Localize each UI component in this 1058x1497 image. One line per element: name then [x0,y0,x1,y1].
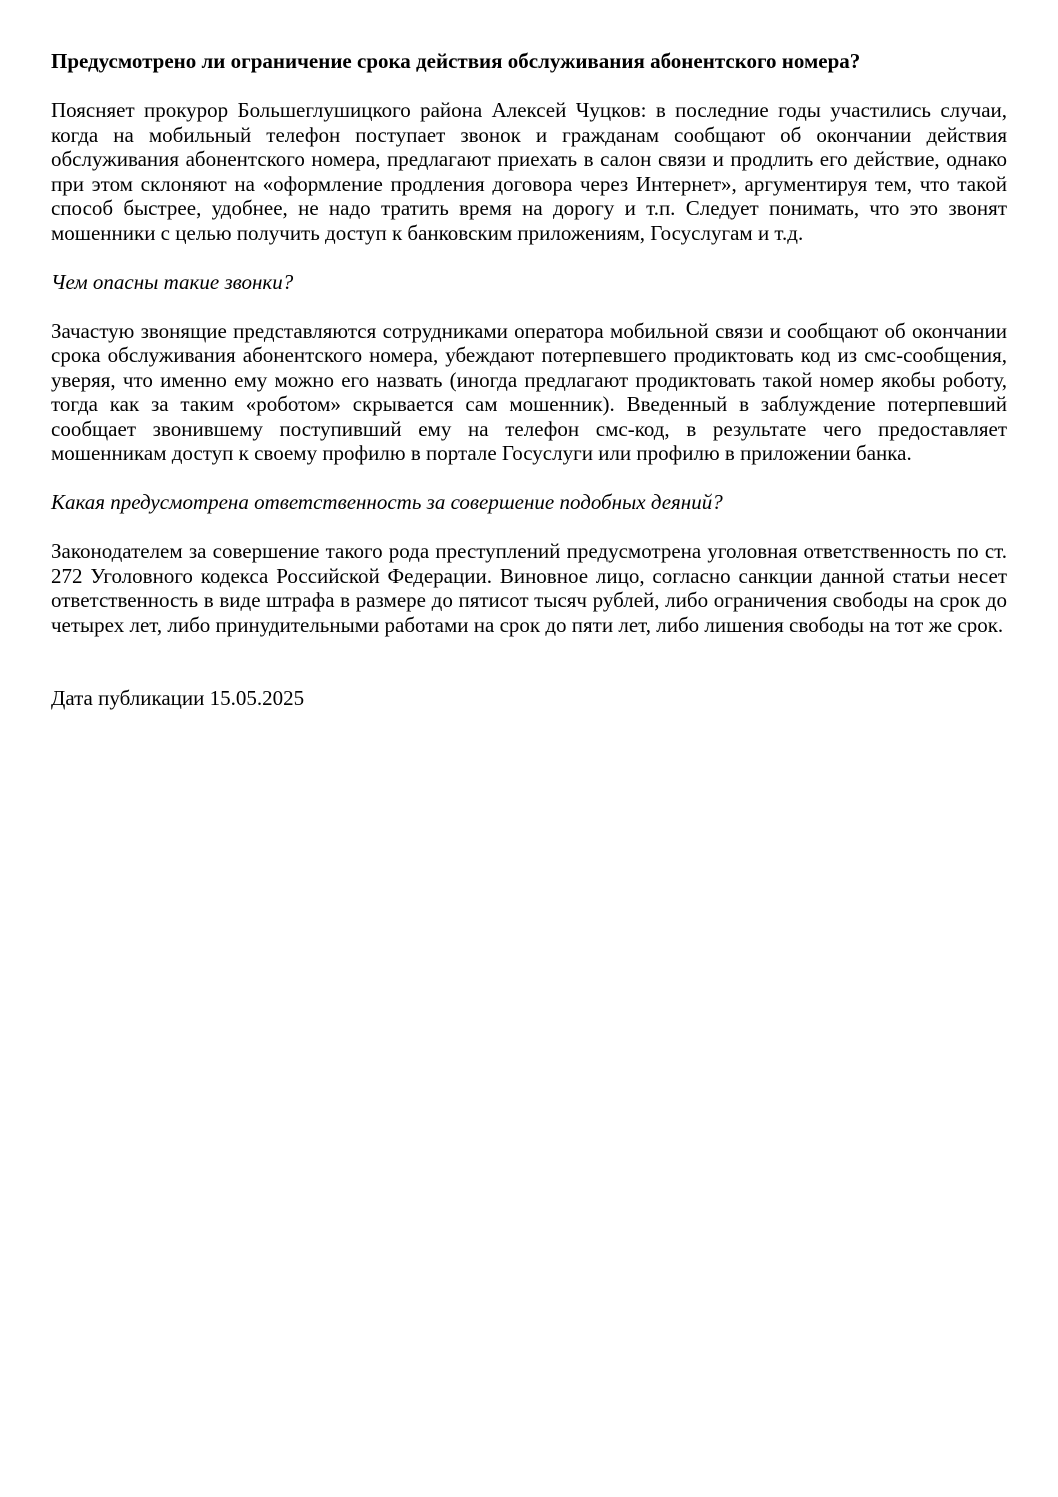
spacer [51,466,1007,491]
document-page [51,49,1007,711]
spacer [51,637,1007,686]
document-title: Предусмотрено ли ограничение срока действия обслуживания абонентского номера? [51,49,861,73]
intro-paragraph: Поясняет прокурор Большеглушицкого района Алексей Чуцков: в последние годы участились случаи, когда на мобильный телефон поступает звонок и гражданам сообщают об окончании действия обслуживания абонентского номера, предлагают приехать в салон связи и продлить его действие, однако при этом склоняют на «оформление продления договора через Интернет», аргументируя тем, что такой способ быстрее, удобнее, не надо тратить время на дорогу и т.п. Следует понимать, что это звонят мошенники с целью получить доступ к банковским приложениям, Госуслугам и т.д. [51,98,1007,245]
spacer [51,515,1007,540]
spacer [51,245,1007,270]
subheading-danger: Чем опасны такие звонки? [51,269,294,294]
spacer [51,294,1007,319]
spacer [51,74,1007,99]
publication-date: Дата публикации 15.05.2025 [51,686,305,710]
liability-paragraph: Законодателем за совершение такого рода преступлений предусмотрена уголовная ответственность по ст. 272 Уголовного кодекса Российской Федерации. Виновное лицо, согласно санкции данной статьи несет ответственность в виде штрафа в размере до пятисот тысяч рублей, либо ограничения свободы на срок до четырех лет, либо принудительными работами на срок до пяти лет, либо лишения свободы на тот же срок. [51,539,1007,637]
subheading-liability: Какая предусмотрена ответственность за совершение подобных деяний? [51,490,723,514]
danger-paragraph: Зачастую звонящие представляются сотрудниками оператора мобильной связи и сообщают об окончании срока обслуживания абонентского номера, убеждают потерпевшего продиктовать код из смс-сообщения, уверяя, что именно ему можно его назвать (иногда предлагают продиктовать такой номер якобы роботу, тогда как за таким «роботом» скрывается сам мошенник). Введенный в заблуждение потерпевший сообщает звонившему поступивший ему на телефон смс-код, в результате чего предоставляет мошенникам доступ к своему профилю в портале Госуслуги или профилю в приложении банка. [51,318,1007,465]
